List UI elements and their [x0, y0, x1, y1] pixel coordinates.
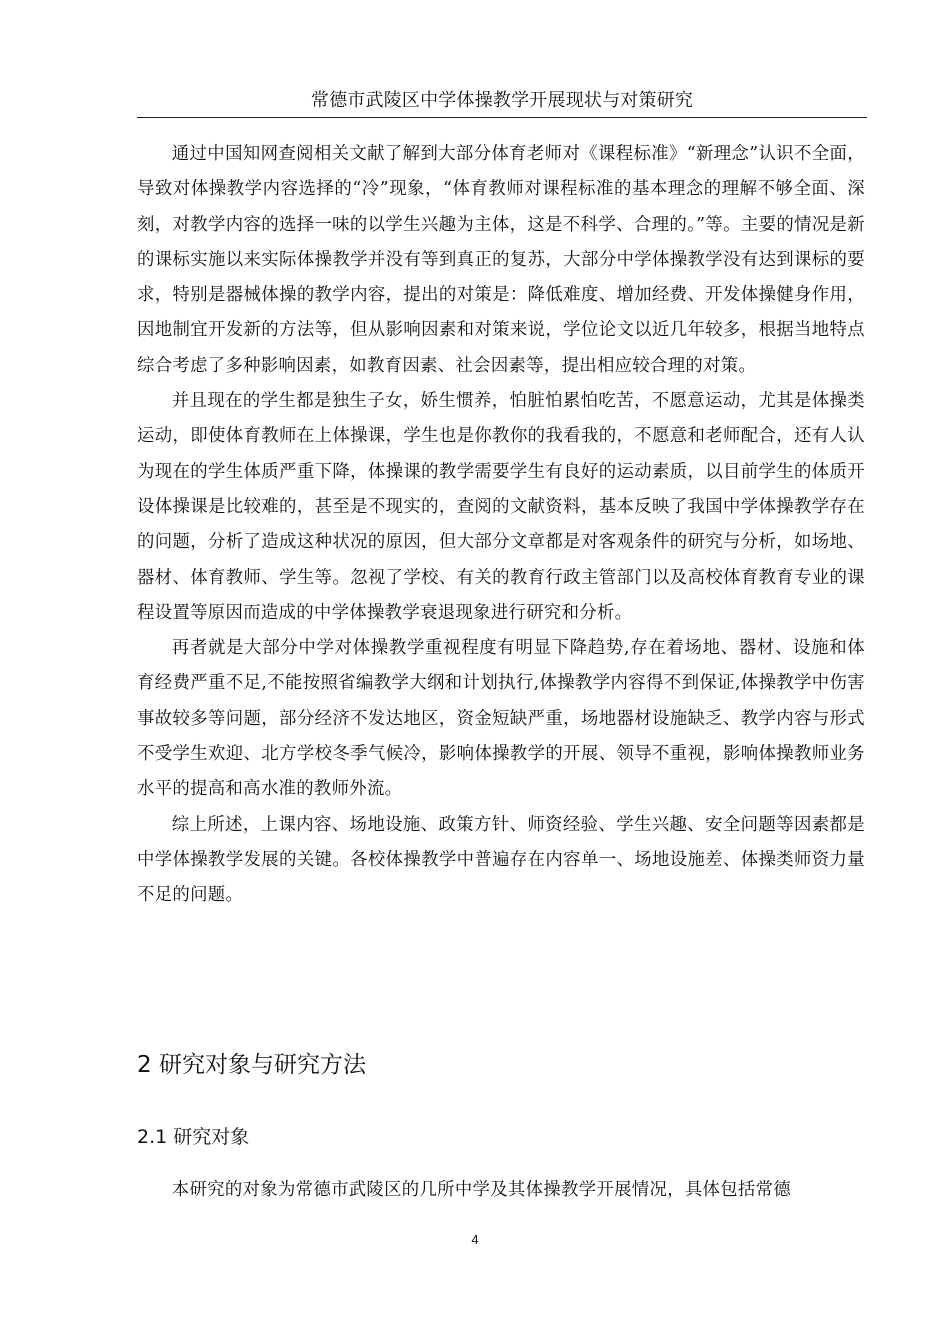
subsection-body [137, 1173, 865, 1208]
paragraph-4: 综上所述，上课内容、场地设施、政策方针、师资经验、学生兴趣、安全问题等因素都是中学体操教学发展的关键。各校体操教学中普遍存在内容单一、场地设施差、体操类师资力量不足的问题。 [137, 814, 865, 906]
paragraph-5: 本研究的对象为常德市武陵区的几所中学及其体操教学开展情况，具体包括常德 [171, 1180, 791, 1200]
paragraph-3: 再者就是大部分中学对体操教学重视程度有明显下降趋势,存在着场地、器材、设施和体育经费严重不足,不能按照省编教学大纲和计划执行,体操教学内容得不到保证,体操教学中伤害事故较多等问题，部分经济不发达地区，资金短缺严重，场地器材设施缺乏、教学内容与形式不受学生欢迎、北方学校冬季气候冷，影响体操教学的开展、领导不重视，影响体操教师业务水平的提高和高水准的教师外流。 [137, 638, 865, 800]
subsection-heading: 2.1 研究对象 [137, 1126, 250, 1148]
section-heading: 2 研究对象与研究方法 [137, 1052, 366, 1078]
paragraph-1: 通过中国知网查阅相关文献了解到大部分体育老师对《课程标准》“新理念”认识不全面，导致对体操教学内容选择的“冷”现象，“体育教师对课程标准的基本理念的理解不够全面、深刻，对教学内容的选择一味的以学生兴趣为主体，这是不科学、合理的。”等。主要的情况是新的课标实施以来实际体操教学并没有等到真正的复苏，大部分中学体操教学没有达到课标的要求，特别是器械体操的教学内容，提出的对策是：降低难度、增加经费、开发体操健身作用，因地制宜开发新的方法等，但从影响因素和对策来说，学位论文以近几年较多，根据当地特点综合考虑了多种影响因素，如教育因素、社会因素等，提出相应较合理的对策。 [137, 144, 865, 376]
page-number: 4 [471, 1232, 479, 1247]
paragraph-2: 并且现在的学生都是独生子女，娇生惯养，怕脏怕累怕吃苦，不愿意运动，尤其是体操类运动，即使体育教师在上体操课，学生也是你教你的我看我的，不愿意和老师配合，还有人认为现在的学生体质严重下降，体操课的教学需要学生有良好的运动素质，以目前学生的体质开设体操课是比较难的，甚至是不现实的，查阅的文献资料，基本反映了我国中学体操教学存在的问题，分析了造成这种状况的原因，但大部分文章都是对客观条件的研究与分析，如场地、器材、体育教师、学生等。忽视了学校、有关的教育行政主管部门以及高校体育教育专业的课程设置等原因而造成的中学体操教学衰退现象进行研究和分析。 [137, 391, 865, 623]
running-header: 常德市武陵区中学体操教学开展现状与对策研究 [137, 88, 867, 118]
body-text [137, 137, 865, 914]
